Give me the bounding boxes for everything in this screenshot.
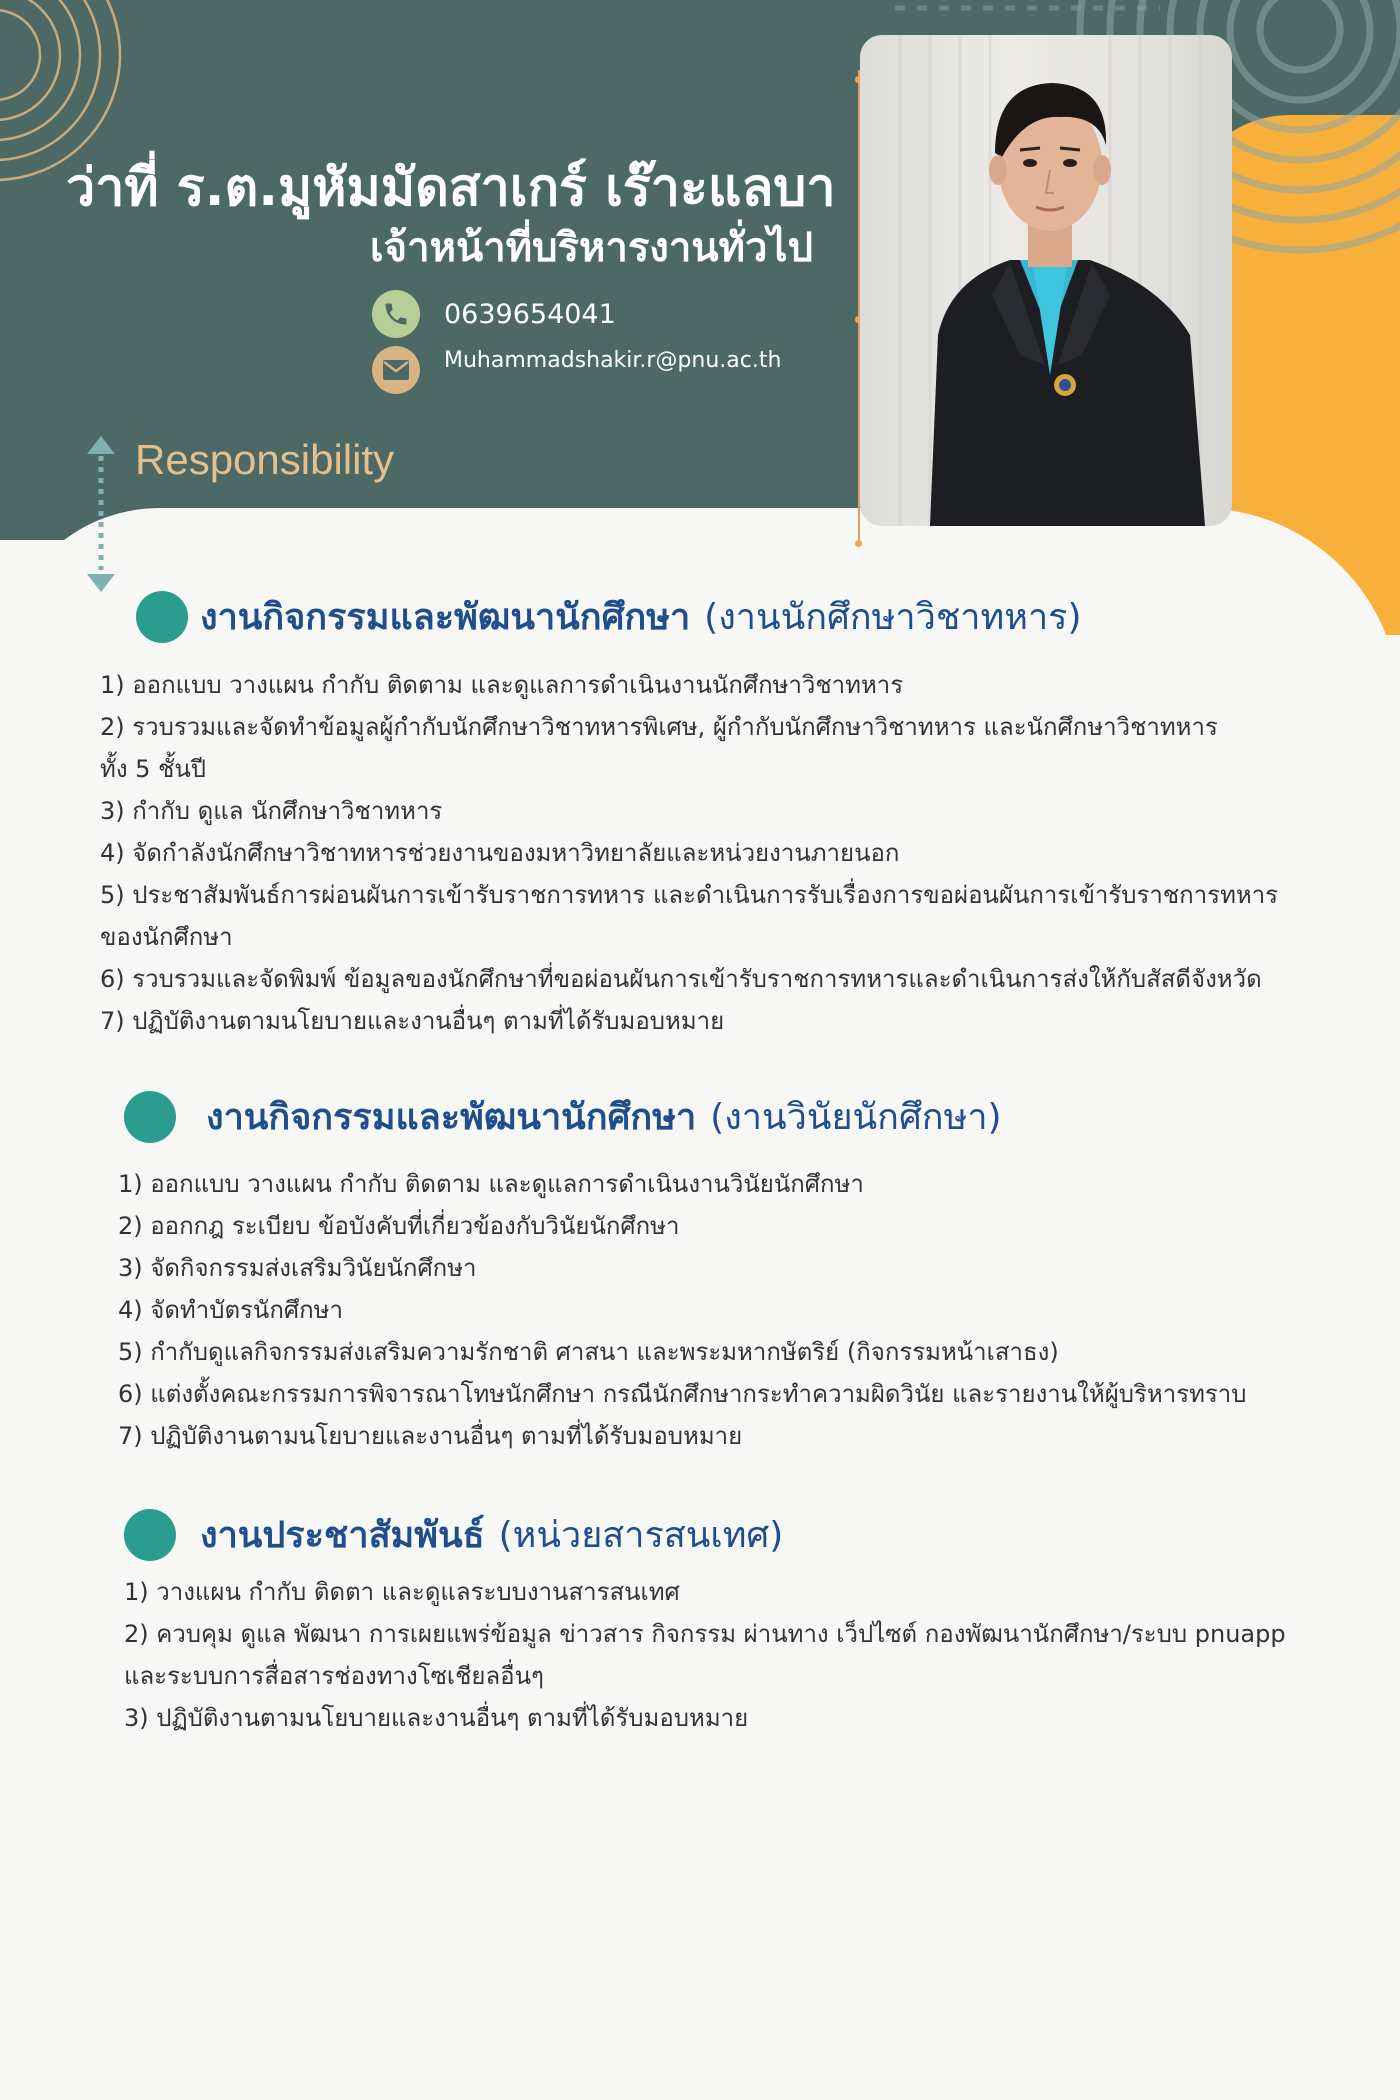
list-item: 2) ควบคุม ดูแล พัฒนา การเผยแพร่ข้อมูล ข่าวสาร กิจกรรม ผ่านทาง เว็ปไซต์ กองพัฒนานักศึกษา/ระบบ pnuapp — [124, 1620, 1286, 1648]
list-item: 4) จัดกำลังนักศึกษาวิชาทหารช่วยงานของมหาวิทยาลัยและหน่วยงานภายนอก — [100, 839, 900, 867]
double-arrow-icon — [84, 436, 118, 592]
list-item: 6) แต่งตั้งคณะกรรมการพิจารณาโทษนักศึกษา กรณีนักศึกษากระทำความผิดวินัย และรายงานให้ผู้บริหารทราบ — [118, 1380, 1247, 1408]
bullet-dot-icon — [124, 1509, 176, 1561]
list-item: 4) จัดทำบัตรนักศึกษา — [118, 1296, 343, 1324]
bullet-dot-icon — [136, 591, 188, 643]
section-heading — [124, 1506, 783, 1563]
phone-number[interactable]: 0639654041 — [444, 298, 616, 330]
list-item: และระบบการสื่อสารช่องทางโซเชียลอื่นๆ — [124, 1662, 544, 1690]
responsibility-heading: Responsibility — [135, 436, 395, 483]
list-item: 6) รวบรวมและจัดพิมพ์ ข้อมูลของนักศึกษาที่ขอผ่อนผันการเข้ารับราชการทหารและดำเนินการส่งให้กับสัสดีจังหวัด — [100, 965, 1262, 993]
section-title: งานกิจกรรมและพัฒนานักศึกษา — [200, 597, 691, 638]
list-item: 3) ปฏิบัติงานตามนโยบายและงานอื่นๆ ตามที่ได้รับมอบหมาย — [124, 1704, 749, 1732]
list-item: 1) วางแผน กำกับ ติดตา และดูแลระบบงานสารสนเทศ — [124, 1578, 680, 1606]
duty-list — [118, 1163, 1247, 1457]
list-item: 3) จัดกิจกรรมส่งเสริมวินัยนักศึกษา — [118, 1254, 477, 1282]
duty-list — [124, 1571, 1286, 1739]
profile-photo — [860, 35, 1232, 526]
list-item: 1) ออกแบบ วางแผน กำกับ ติดตาม และดูแลการดำเนินงานนักศึกษาวิชาทหาร — [100, 671, 904, 699]
section-heading — [124, 1088, 1002, 1145]
list-item: 3) กำกับ ดูแล นักศึกษาวิชาทหาร — [100, 797, 443, 825]
decorative-dot — [855, 540, 862, 547]
list-item: 5) กำกับดูแลกิจกรรมส่งเสริมความรักชาติ ศาสนา และพระมหากษัตริย์ (กิจกรรมหน้าเสาธง) — [118, 1338, 1059, 1366]
list-item: 1) ออกแบบ วางแผน กำกับ ติดตาม และดูแลการดำเนินงานวินัยนักศึกษา — [118, 1170, 864, 1198]
list-item: 2) ออกกฎ ระเบียบ ข้อบังคับที่เกี่ยวข้องกับวินัยนักศึกษา — [118, 1212, 680, 1240]
list-item: 5) ประชาสัมพันธ์การผ่อนผันการเข้ารับราชการทหาร และดำเนินการรับเรื่องการขอผ่อนผันการเข้ารับราชการทหาร — [100, 881, 1279, 909]
bullet-dot-icon — [124, 1091, 176, 1143]
section-title: งานประชาสัมพันธ์ — [200, 1515, 485, 1556]
mail-icon — [372, 346, 420, 394]
list-item: 7) ปฏิบัติงานตามนโยบายและงานอื่นๆ ตามที่ได้รับมอบหมาย — [100, 1007, 725, 1035]
duty-list — [100, 664, 1278, 1042]
list-item: 2) รวบรวมและจัดทำข้อมูลผู้กำกับนักศึกษาวิชาทหารพิเศษ, ผู้กำกับนักศึกษาวิชาทหาร และนักศึกษาวิชาทหาร — [100, 713, 1218, 741]
profile-position: เจ้าหน้าที่บริหารงานทั่วไป — [370, 225, 813, 271]
section-subtitle: (งานวินัยนักศึกษา) — [710, 1097, 1002, 1138]
email-row — [372, 346, 781, 394]
section-title: งานกิจกรรมและพัฒนานักศึกษา — [206, 1097, 697, 1138]
email-address[interactable]: Muhammadshakir.r@pnu.ac.th — [444, 347, 782, 373]
phone-row — [372, 290, 616, 338]
profile-name: ว่าที่ ร.ต.มูหัมมัดสาเกร์ เร๊าะแลบา — [66, 158, 836, 218]
phone-icon — [372, 290, 420, 338]
list-item: 7) ปฏิบัติงานตามนโยบายและงานอื่นๆ ตามที่ได้รับมอบหมาย — [118, 1422, 743, 1450]
section-heading — [136, 588, 1082, 645]
section-subtitle: (งานนักศึกษาวิชาทหาร) — [704, 597, 1082, 638]
list-item: ทั้ง 5 ชั้นปี — [100, 755, 206, 783]
section-subtitle: (หน่วยสารสนเทศ) — [498, 1515, 784, 1556]
list-item: ของนักศึกษา — [100, 923, 233, 951]
